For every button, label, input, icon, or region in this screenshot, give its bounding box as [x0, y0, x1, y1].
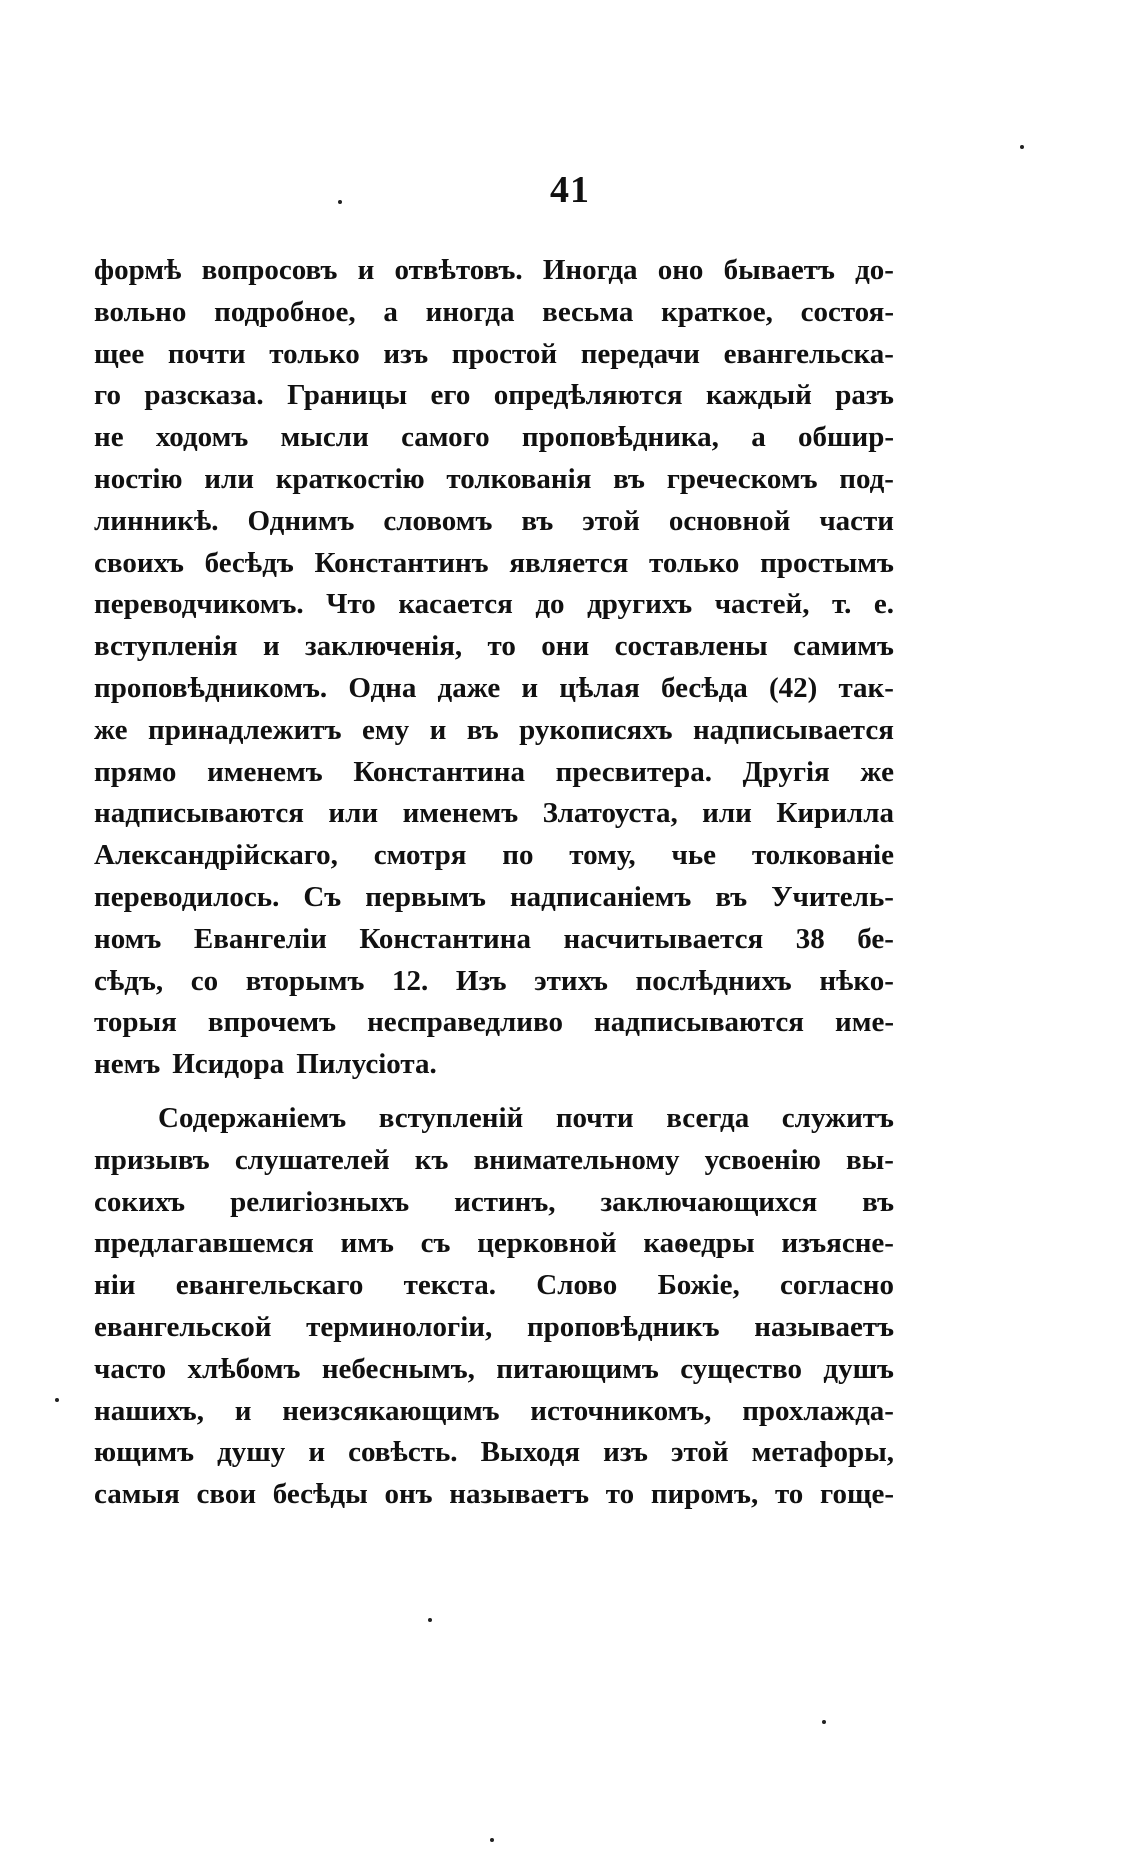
word: они: [541, 630, 590, 663]
word: этой: [670, 1436, 729, 1469]
word: даже: [437, 671, 501, 704]
word: этихъ: [534, 964, 608, 997]
word: немъ: [94, 1048, 161, 1081]
word: называетъ: [449, 1478, 589, 1511]
word: питающимъ: [496, 1352, 659, 1385]
word: Учитель-: [771, 880, 894, 913]
word: заключенія,: [305, 630, 463, 663]
word: переводилось.: [94, 880, 280, 913]
text-line: [94, 334, 894, 376]
word: чье: [671, 839, 717, 872]
word: послѣднихъ: [635, 964, 792, 997]
word: изъ: [603, 1436, 648, 1469]
word: первымъ: [365, 880, 486, 913]
scan-speck: [1020, 145, 1024, 149]
word: заключающихся: [600, 1185, 818, 1218]
word: самого: [401, 421, 490, 454]
word: своихъ: [94, 546, 184, 579]
word: въ: [521, 504, 554, 537]
word: толкованіе: [751, 839, 894, 872]
word: иногда: [425, 295, 515, 328]
word: смотря: [373, 839, 467, 872]
word: словомъ: [383, 504, 493, 537]
word: Съ: [303, 880, 342, 913]
word: хлѣбомъ: [187, 1352, 301, 1385]
word: часто: [94, 1352, 167, 1385]
word: линникѣ.: [94, 504, 219, 537]
page-number: 41: [550, 169, 590, 211]
text-line: [94, 752, 894, 794]
word: ющимъ: [94, 1436, 195, 1469]
word: обшир-: [798, 421, 894, 454]
word: Евангеліи: [193, 922, 327, 955]
word: въ: [613, 462, 645, 495]
text-line: [94, 710, 894, 752]
word: торыя: [94, 1006, 177, 1039]
text-line: [94, 417, 894, 459]
word: терминологіи,: [306, 1310, 493, 1343]
word: не: [94, 421, 124, 454]
word: бесѣды: [272, 1478, 368, 1511]
word: же: [94, 713, 128, 746]
paragraph-gap: [94, 1086, 894, 1098]
word: и: [234, 1394, 252, 1427]
word: ему: [361, 713, 410, 746]
word: вступленій: [378, 1101, 524, 1134]
word: под-: [839, 462, 894, 495]
word: неизсякающимъ: [282, 1394, 500, 1427]
text-line: [94, 584, 894, 626]
word: истинъ,: [454, 1185, 556, 1218]
word: пиромъ,: [650, 1478, 759, 1511]
text-line: [94, 501, 894, 543]
word: Константина: [359, 922, 531, 955]
text-line: [94, 1432, 894, 1474]
word: только: [649, 546, 740, 579]
word: гоще-: [820, 1478, 894, 1511]
word: тому,: [569, 839, 636, 872]
word: метафоры,: [751, 1436, 894, 1469]
word: изъ: [383, 337, 429, 370]
word: Что: [326, 588, 376, 621]
word: то: [487, 630, 516, 663]
word: вопросовъ: [201, 254, 338, 286]
word: именемъ: [402, 797, 519, 830]
word: ніи: [94, 1269, 136, 1302]
word: рукописяхъ: [519, 713, 673, 746]
word: прохлажда-: [742, 1394, 894, 1427]
word: Слово: [536, 1269, 618, 1302]
word: нѣко-: [819, 964, 894, 997]
paragraph-1: [94, 250, 894, 1086]
word: а: [751, 421, 766, 454]
text-line: [94, 961, 894, 1003]
word: а: [383, 295, 398, 328]
text-line: [94, 1307, 894, 1349]
word: вольно: [94, 295, 187, 328]
word: краткое,: [661, 295, 773, 328]
word: самимъ: [793, 630, 894, 663]
scan-speck: [338, 200, 342, 204]
text-line: [94, 1002, 894, 1044]
text-line: [94, 919, 894, 961]
word: евангельской: [94, 1310, 272, 1343]
word: надписывается: [692, 713, 894, 746]
word: надписаніемъ: [509, 880, 692, 913]
word: части: [819, 504, 894, 537]
text-line: [94, 668, 894, 710]
text-line: [94, 626, 894, 668]
word: т.: [832, 588, 852, 621]
text-line: [94, 1223, 894, 1265]
word: ностію: [94, 462, 183, 495]
word: евангельска-: [723, 337, 894, 370]
word: бе-: [857, 922, 894, 955]
word: состоя-: [800, 295, 894, 328]
word: Одна: [348, 671, 417, 704]
word: номъ: [94, 922, 162, 955]
word: так-: [838, 671, 894, 704]
word: Александрійскаго,: [94, 839, 338, 872]
word: слушателей: [234, 1143, 390, 1176]
word: основной: [668, 504, 791, 537]
word: разсказа.: [144, 379, 264, 412]
word: вторымъ: [245, 964, 365, 997]
word: Константина: [353, 755, 525, 788]
word: внимательному: [473, 1143, 680, 1176]
word: прямо: [94, 755, 177, 788]
word: 12.: [392, 964, 429, 997]
word: впрочемъ: [207, 1006, 337, 1039]
text-line: [94, 793, 894, 835]
word: пресвитера.: [555, 755, 712, 788]
word: и: [429, 713, 447, 746]
word: изъясне-: [781, 1227, 894, 1260]
word: каѳедры: [643, 1227, 755, 1260]
word: Границы: [287, 379, 408, 412]
word: къ: [414, 1143, 449, 1176]
word: или: [204, 462, 254, 495]
scan-speck: [428, 1618, 432, 1622]
word: и: [357, 254, 375, 286]
word: нашихъ,: [94, 1394, 204, 1427]
text-line: [94, 375, 894, 417]
word: имъ: [340, 1227, 394, 1260]
word: со: [190, 964, 219, 997]
text-line: [94, 877, 894, 919]
word: его: [430, 379, 471, 412]
word: частей,: [714, 588, 810, 621]
word: краткостію: [275, 462, 425, 495]
word: каждый: [705, 379, 812, 412]
word: сокихъ: [94, 1185, 186, 1218]
word: онъ: [384, 1478, 433, 1511]
text-line: [94, 1140, 894, 1182]
word: существо: [680, 1352, 802, 1385]
word: составлены: [614, 630, 768, 663]
word: надписываются: [94, 797, 304, 830]
word: только: [269, 337, 360, 370]
word: почти: [555, 1101, 634, 1134]
word: опредѣляются: [493, 379, 683, 412]
word: именемъ: [207, 755, 323, 788]
word: принадлежитъ: [148, 713, 342, 746]
word: душъ: [823, 1352, 894, 1385]
word: Константинъ: [314, 546, 489, 579]
word: име-: [834, 1006, 894, 1039]
text-line: [94, 1349, 894, 1391]
word: бываетъ: [723, 254, 835, 286]
text-line: [94, 459, 894, 501]
scan-speck: [822, 1720, 826, 1724]
word: душу: [217, 1436, 286, 1469]
scan-speck: [55, 1398, 59, 1402]
word: сѣдъ,: [94, 964, 164, 997]
word: Иногда: [542, 254, 638, 286]
word: является: [509, 546, 629, 579]
text-line: [94, 835, 894, 877]
word: Выходя: [480, 1436, 581, 1469]
word: и: [308, 1436, 326, 1469]
word: этой: [582, 504, 640, 537]
word: и: [521, 671, 539, 704]
word: надписываются: [594, 1006, 804, 1039]
word: проповѣдника,: [521, 421, 719, 454]
word: разъ: [835, 379, 894, 412]
word: вступленія: [94, 630, 238, 663]
text-line: [94, 250, 894, 292]
word: церковной: [477, 1227, 617, 1260]
word: совѣсть.: [348, 1436, 458, 1469]
word: го: [94, 379, 121, 412]
word: евангельскаго: [175, 1269, 364, 1302]
word: свои: [196, 1478, 257, 1511]
text-line: [94, 1098, 894, 1140]
word: Кирилла: [776, 797, 894, 830]
word: или: [328, 797, 379, 830]
word: въ: [862, 1185, 894, 1218]
word: подробное,: [214, 295, 356, 328]
body-text: [94, 250, 894, 1516]
text-line: [94, 1474, 894, 1516]
word: 38: [795, 922, 825, 955]
word: бесѣда: [661, 671, 748, 704]
word: Златоуста,: [542, 797, 678, 830]
word: ходомъ: [155, 421, 249, 454]
word: призывъ: [94, 1143, 210, 1176]
word: вы-: [846, 1143, 894, 1176]
word: толкованія: [446, 462, 592, 495]
word: проповѣдникъ: [526, 1310, 720, 1343]
word: или: [702, 797, 752, 830]
word: текста.: [403, 1269, 496, 1302]
word: касается: [398, 588, 513, 621]
word: бесѣдъ: [204, 546, 294, 579]
word: переводчикомъ.: [94, 588, 304, 621]
word: то: [774, 1478, 804, 1511]
text-line: [94, 543, 894, 585]
scan-speck: [490, 1838, 494, 1842]
word: служитъ: [781, 1101, 894, 1134]
word: до: [535, 588, 565, 621]
text-line: [94, 1044, 894, 1086]
word: оно: [657, 254, 704, 286]
word: самыя: [94, 1478, 180, 1511]
text-line: [94, 1391, 894, 1433]
word: источникомъ,: [530, 1394, 712, 1427]
word: формѣ: [94, 254, 182, 286]
word: щее: [94, 337, 145, 370]
word: Пилусіота.: [296, 1048, 437, 1081]
word: (42): [768, 671, 818, 704]
word: Исидора: [172, 1048, 285, 1081]
word: греческомъ: [666, 462, 818, 495]
word: е.: [873, 588, 894, 621]
word: насчитывается: [563, 922, 764, 955]
word: и: [262, 630, 280, 663]
word: Содержаніемъ: [158, 1101, 347, 1134]
word: цѣлая: [559, 671, 640, 704]
word: съ: [420, 1227, 451, 1260]
word: простымъ: [760, 546, 894, 579]
word: простой: [451, 337, 558, 370]
word: небеснымъ,: [321, 1352, 475, 1385]
word: другихъ: [587, 588, 693, 621]
word: весьма: [542, 295, 634, 328]
word: называетъ: [754, 1310, 894, 1343]
word: религіозныхъ: [230, 1185, 410, 1218]
word: до-: [855, 254, 894, 286]
text-line: [94, 1182, 894, 1224]
word: Однимъ: [247, 504, 355, 537]
word: же: [860, 755, 894, 788]
word: Божіе,: [657, 1269, 740, 1302]
word: по: [502, 839, 534, 872]
word: мысли: [280, 421, 369, 454]
word: несправедливо: [367, 1006, 563, 1039]
text-line: [94, 292, 894, 334]
word: усвоенію: [704, 1143, 821, 1176]
word: въ: [715, 880, 748, 913]
word: всегда: [666, 1101, 750, 1134]
paragraph-2: [94, 1098, 894, 1516]
word: передачи: [580, 337, 700, 370]
word: предлагавшемся: [94, 1227, 314, 1260]
word: Изъ: [455, 964, 507, 997]
word: отвѣтовъ.: [394, 254, 523, 286]
word: почти: [167, 337, 246, 370]
word: то: [605, 1478, 635, 1511]
word: въ: [466, 713, 499, 746]
word: Другія: [742, 755, 830, 788]
word: проповѣдникомъ.: [94, 671, 328, 704]
word: согласно: [780, 1269, 894, 1302]
text-line: [94, 1265, 894, 1307]
